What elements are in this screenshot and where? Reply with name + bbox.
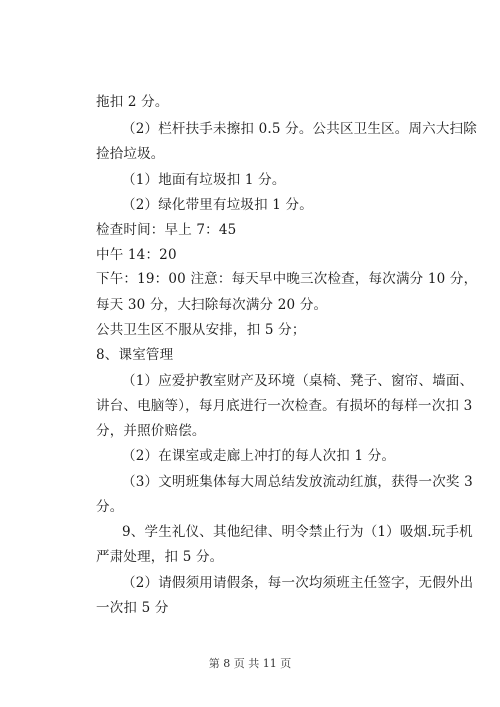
text-line: （2）在课室或走廊上冲打的每人次扣 1 分。 bbox=[122, 448, 396, 464]
text-line: 中午 14：20 bbox=[96, 247, 177, 263]
text-line: （2）请假须用请假条，每一次均须班主任签字，无假外出 bbox=[122, 575, 474, 591]
section-heading: 8、课室管理 bbox=[96, 347, 174, 363]
text-line: （1）地面有垃圾扣 1 分。 bbox=[122, 172, 286, 188]
text-line: （2）栏杆扶手未擦扣 0.5 分。公共区卫生区。周六大扫除 bbox=[122, 121, 477, 137]
text-line: 分，并照价赔偿。 bbox=[96, 423, 206, 439]
text-line: （1）应爱护教室财产及环境（桌椅、凳子、窗帘、墙面、 bbox=[122, 373, 474, 389]
text-line: 拖扣 2 分。 bbox=[96, 94, 169, 110]
text-line: 下午：19：00 注意：每天早中晚三次检查，每次满分 10 分， bbox=[96, 271, 478, 287]
text-line: 捡拾垃圾。 bbox=[96, 146, 165, 162]
text-line: 一次扣 5 分 bbox=[96, 600, 169, 616]
text-line: （2）绿化带里有垃圾扣 1 分。 bbox=[122, 197, 313, 213]
text-line: 公共卫生区不服从安排，扣 5 分； bbox=[96, 322, 306, 338]
text-line: 每天 30 分，大扫除每次满分 20 分。 bbox=[96, 297, 328, 313]
page-number-footer: 第 8 页 共 11 页 bbox=[208, 657, 292, 670]
text-line: 讲台、电脑等），每月底进行一次检查。有损坏的每样一次扣 3 bbox=[96, 398, 473, 414]
text-line: 严肃处理，扣 5 分。 bbox=[96, 549, 224, 565]
text-line: 检查时间：早上 7：45 bbox=[96, 222, 237, 238]
section-heading: 9、学生礼仪、其他纪律、明令禁止行为（1）吸烟.玩手机 bbox=[122, 524, 473, 540]
text-line: （3）文明班集体每大周总结发放流动红旗，获得一次奖 3 bbox=[122, 474, 473, 490]
text-line: 分。 bbox=[96, 499, 124, 515]
